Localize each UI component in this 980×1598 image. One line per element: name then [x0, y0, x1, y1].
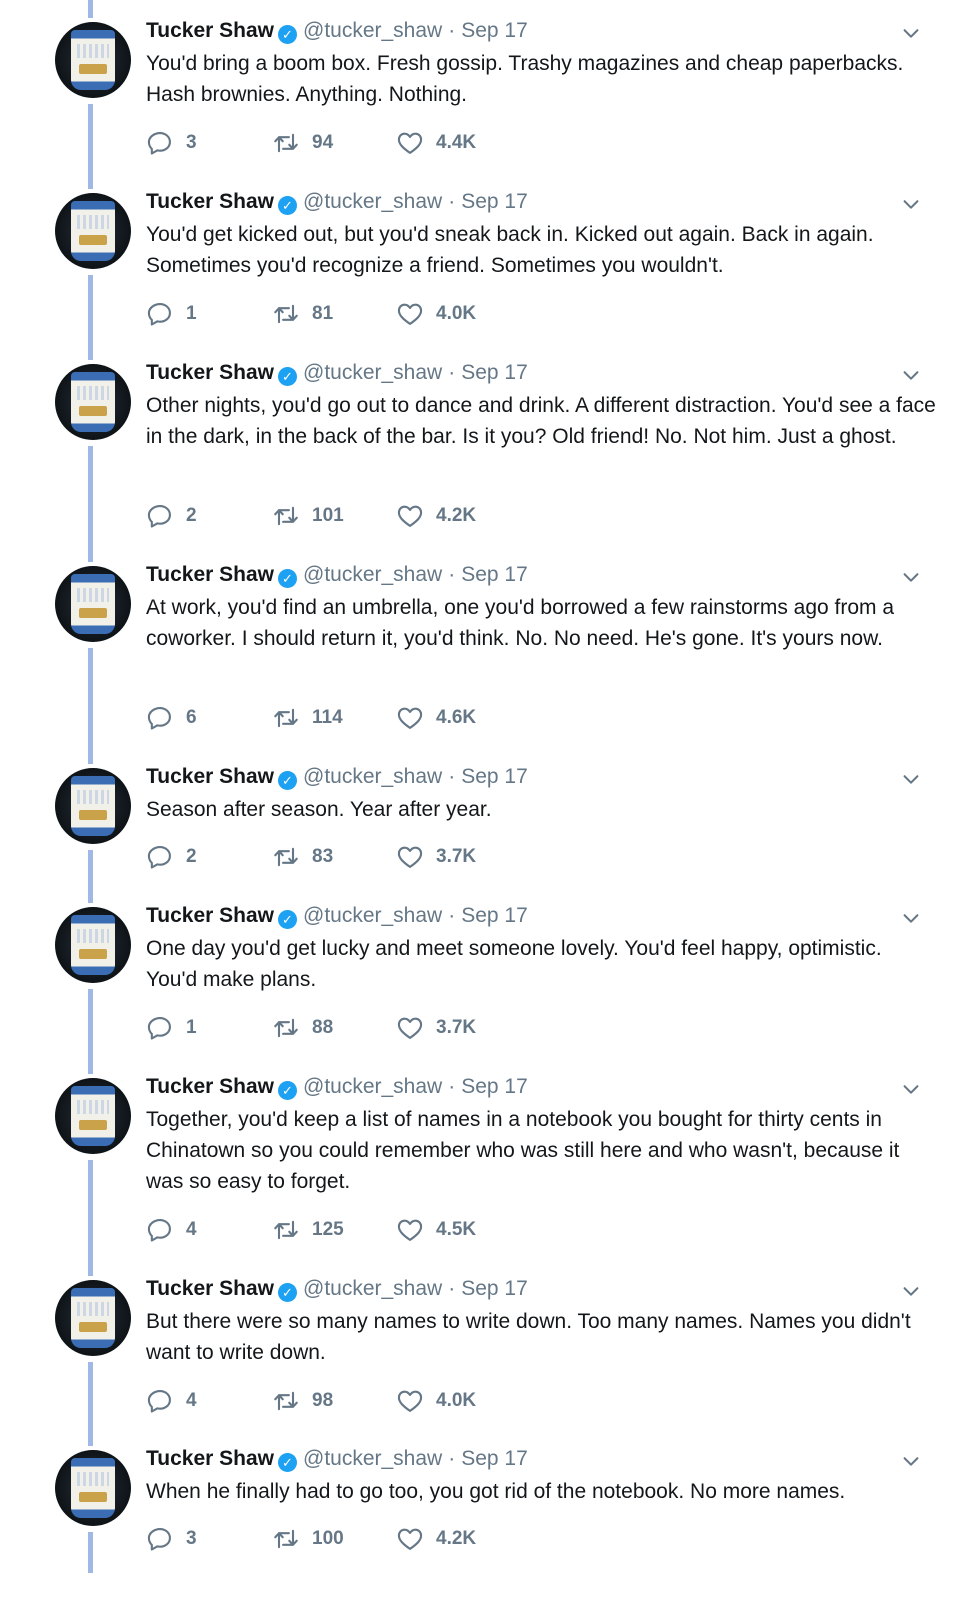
separator-dot: · [448, 1277, 456, 1300]
avatar[interactable] [55, 193, 131, 269]
reply-icon [146, 843, 174, 871]
like-count: 3.7K [436, 1017, 477, 1038]
separator-dot: · [448, 904, 456, 927]
retweet-icon [272, 300, 300, 328]
retweet-count: 100 [312, 1528, 344, 1549]
tweet-date[interactable]: Sep 17 [461, 563, 528, 586]
reply-button[interactable] [146, 1386, 197, 1416]
retweet-count: 94 [312, 132, 334, 153]
tweet-actions [146, 1013, 566, 1043]
tweet-date[interactable]: Sep 17 [461, 1447, 528, 1470]
tweet-date[interactable]: Sep 17 [461, 765, 528, 788]
reply-icon [146, 129, 174, 157]
tweet-header [146, 762, 528, 792]
like-button[interactable] [396, 501, 476, 531]
verified-badge-icon: ✓ [278, 1081, 297, 1100]
reply-button[interactable] [146, 1215, 197, 1245]
reply-count: 6 [186, 707, 197, 728]
reply-icon [146, 1014, 174, 1042]
tweet-date[interactable]: Sep 17 [461, 1277, 528, 1300]
author-handle[interactable]: @tucker_shaw [303, 361, 443, 384]
chevron-down-icon[interactable] [900, 1280, 922, 1302]
like-button[interactable] [396, 1524, 476, 1554]
tweet-date[interactable]: Sep 17 [461, 19, 528, 42]
like-button[interactable] [396, 842, 476, 872]
like-button[interactable] [396, 703, 476, 733]
reply-button[interactable] [146, 1524, 197, 1554]
separator-dot: · [448, 765, 456, 788]
avatar[interactable] [55, 907, 131, 983]
retweet-count: 125 [312, 1219, 344, 1240]
like-button[interactable] [396, 1215, 476, 1245]
tweet-header [146, 1444, 528, 1474]
tweet-text: Other nights, you'd go out to dance and drink. A different distraction. You'd see a face in the dark, in the back of the bar. Is it you? Old friend! No. Not him. Just a ghost. [146, 394, 936, 448]
tweet-header [146, 16, 528, 46]
tweet-date[interactable]: Sep 17 [461, 190, 528, 213]
retweet-icon [272, 1525, 300, 1553]
retweet-icon [272, 704, 300, 732]
tweet-text: Together, you'd keep a list of names in a notebook you bought for thirty cents in Chinatown so you could remember who was still here and who wasn't, because it was so easy to forget. [146, 1108, 900, 1193]
tweet-text: One day you'd get lucky and meet someone lovely. You'd feel happy, optimistic. You'd make plans. [146, 937, 882, 991]
reply-count: 2 [186, 846, 197, 867]
reply-count: 1 [186, 1017, 197, 1038]
chevron-down-icon[interactable] [900, 907, 922, 929]
chevron-down-icon[interactable] [900, 1450, 922, 1472]
reply-button[interactable] [146, 842, 197, 872]
verified-badge-icon: ✓ [278, 1453, 297, 1472]
like-button[interactable] [396, 299, 476, 329]
like-count: 4.2K [436, 1528, 477, 1549]
reply-icon [146, 1525, 174, 1553]
tweet-text: Season after season. Year after year. [146, 798, 492, 821]
reply-button[interactable] [146, 501, 197, 531]
retweet-button[interactable] [272, 842, 333, 872]
retweet-button[interactable] [272, 1215, 344, 1245]
author-handle[interactable]: @tucker_shaw [303, 1277, 443, 1300]
retweet-icon [272, 129, 300, 157]
retweet-count: 81 [312, 303, 334, 324]
chevron-down-icon[interactable] [900, 566, 922, 588]
author-name[interactable]: Tucker Shaw [146, 904, 274, 927]
tweet-text: You'd bring a boom box. Fresh gossip. Trashy magazines and cheap paperbacks. Hash brownies. Anything. Nothing. [146, 52, 904, 106]
like-button[interactable] [396, 128, 476, 158]
reply-icon [146, 704, 174, 732]
retweet-count: 98 [312, 1390, 334, 1411]
tweet[interactable] [0, 1258, 980, 1428]
heart-icon [396, 129, 424, 157]
tweet-header [146, 187, 528, 217]
reply-count: 4 [186, 1219, 197, 1240]
verified-badge-icon: ✓ [278, 367, 297, 386]
reply-button[interactable] [146, 299, 197, 329]
tweet-date[interactable]: Sep 17 [461, 904, 528, 927]
tweet-header [146, 1072, 528, 1102]
reply-icon [146, 1387, 174, 1415]
tweet-text: But there were so many names to write down. Too many names. Names you didn't want to write down. [146, 1310, 911, 1364]
chevron-down-icon[interactable] [900, 193, 922, 215]
tweet-actions [146, 1215, 566, 1245]
like-count: 3.7K [436, 846, 477, 867]
avatar[interactable] [55, 566, 131, 642]
tweet[interactable] [0, 544, 980, 728]
tweet-actions [146, 842, 566, 872]
avatar[interactable] [55, 768, 131, 844]
retweet-button[interactable] [272, 501, 344, 531]
retweet-button[interactable] [272, 1524, 344, 1554]
verified-badge-icon: ✓ [278, 25, 297, 44]
reply-button[interactable] [146, 1013, 197, 1043]
tweet[interactable] [0, 171, 980, 341]
heart-icon [396, 1014, 424, 1042]
separator-dot: · [448, 361, 456, 384]
author-name[interactable]: Tucker Shaw [146, 19, 274, 42]
tweet-actions [146, 299, 566, 329]
reply-count: 3 [186, 132, 197, 153]
chevron-down-icon[interactable] [900, 22, 922, 44]
retweet-button[interactable] [272, 299, 333, 329]
tweet-actions [146, 703, 566, 733]
separator-dot: · [448, 563, 456, 586]
author-handle[interactable]: @tucker_shaw [303, 904, 443, 927]
retweet-count: 114 [312, 707, 343, 728]
verified-badge-icon: ✓ [278, 1283, 297, 1302]
reply-icon [146, 1216, 174, 1244]
author-handle[interactable]: @tucker_shaw [303, 563, 443, 586]
tweet-text: At work, you'd find an umbrella, one you'd borrowed a few rainstorms ago from a coworker. I should return it, you'd think. No. No need. He's gone. It's yours now. [146, 596, 895, 650]
reply-button[interactable] [146, 128, 197, 158]
tweet-date[interactable]: Sep 17 [461, 361, 528, 384]
tweet-header [146, 358, 528, 388]
tweet[interactable] [0, 342, 980, 526]
tweet-actions [146, 128, 566, 158]
like-count: 4.0K [436, 1390, 477, 1411]
author-handle[interactable]: @tucker_shaw [303, 19, 443, 42]
retweet-button[interactable] [272, 1386, 333, 1416]
avatar[interactable] [55, 1078, 131, 1154]
like-count: 4.4K [436, 132, 477, 153]
retweet-icon [272, 1216, 300, 1244]
tweet-actions [146, 1524, 566, 1554]
tweet-header [146, 1274, 528, 1304]
tweet-text: When he finally had to go too, you got rid of the notebook. No more names. [146, 1480, 846, 1503]
author-handle[interactable]: @tucker_shaw [303, 765, 443, 788]
heart-icon [396, 704, 424, 732]
like-button[interactable] [396, 1013, 476, 1043]
avatar[interactable] [55, 22, 131, 98]
reply-icon [146, 502, 174, 530]
separator-dot: · [448, 190, 456, 213]
verified-badge-icon: ✓ [278, 569, 297, 588]
retweet-count: 88 [312, 1017, 334, 1038]
author-name[interactable]: Tucker Shaw [146, 1277, 274, 1300]
tweet[interactable] [0, 885, 980, 1055]
chevron-down-icon[interactable] [900, 768, 922, 790]
retweet-icon [272, 1014, 300, 1042]
author-name[interactable]: Tucker Shaw [146, 563, 274, 586]
avatar[interactable] [55, 364, 131, 440]
author-name[interactable]: Tucker Shaw [146, 1075, 274, 1098]
verified-badge-icon: ✓ [278, 910, 297, 929]
chevron-down-icon[interactable] [900, 364, 922, 386]
heart-icon [396, 1216, 424, 1244]
retweet-icon [272, 502, 300, 530]
tweet-header [146, 560, 528, 590]
heart-icon [396, 1387, 424, 1415]
author-name[interactable]: Tucker Shaw [146, 361, 274, 384]
reply-count: 3 [186, 1528, 197, 1549]
retweet-icon [272, 843, 300, 871]
heart-icon [396, 843, 424, 871]
author-handle[interactable]: @tucker_shaw [303, 1075, 443, 1098]
tweet-actions [146, 1386, 566, 1416]
verified-badge-icon: ✓ [278, 196, 297, 215]
heart-icon [396, 300, 424, 328]
author-name[interactable]: Tucker Shaw [146, 190, 274, 213]
reply-icon [146, 300, 174, 328]
tweet-header [146, 901, 528, 931]
retweet-count: 101 [312, 505, 344, 526]
retweet-button[interactable] [272, 128, 333, 158]
retweet-button[interactable] [272, 1013, 333, 1043]
separator-dot: · [448, 1447, 456, 1470]
like-count: 4.5K [436, 1219, 477, 1240]
avatar[interactable] [55, 1450, 131, 1526]
author-name[interactable]: Tucker Shaw [146, 1447, 274, 1470]
reply-count: 4 [186, 1390, 197, 1411]
heart-icon [396, 502, 424, 530]
tweet[interactable] [0, 1056, 980, 1240]
retweet-icon [272, 1387, 300, 1415]
separator-dot: · [448, 19, 456, 42]
reply-count: 1 [186, 303, 197, 324]
tweet-date[interactable]: Sep 17 [461, 1075, 528, 1098]
separator-dot: · [448, 1075, 456, 1098]
avatar[interactable] [55, 1280, 131, 1356]
like-count: 4.0K [436, 303, 477, 324]
heart-icon [396, 1525, 424, 1553]
like-button[interactable] [396, 1386, 476, 1416]
author-name[interactable]: Tucker Shaw [146, 765, 274, 788]
reply-button[interactable] [146, 703, 197, 733]
author-handle[interactable]: @tucker_shaw [303, 1447, 443, 1470]
retweet-count: 83 [312, 846, 334, 867]
reply-count: 2 [186, 505, 197, 526]
tweet[interactable] [0, 0, 980, 170]
like-count: 4.6K [436, 707, 477, 728]
verified-badge-icon: ✓ [278, 771, 297, 790]
chevron-down-icon[interactable] [900, 1078, 922, 1100]
author-handle[interactable]: @tucker_shaw [303, 190, 443, 213]
tweet-actions [146, 501, 566, 531]
tweet-text: You'd get kicked out, but you'd sneak back in. Kicked out again. Back in again. Sometimes you'd recognize a friend. Sometimes you wouldn't. [146, 223, 874, 277]
like-count: 4.2K [436, 505, 477, 526]
retweet-button[interactable] [272, 703, 343, 733]
